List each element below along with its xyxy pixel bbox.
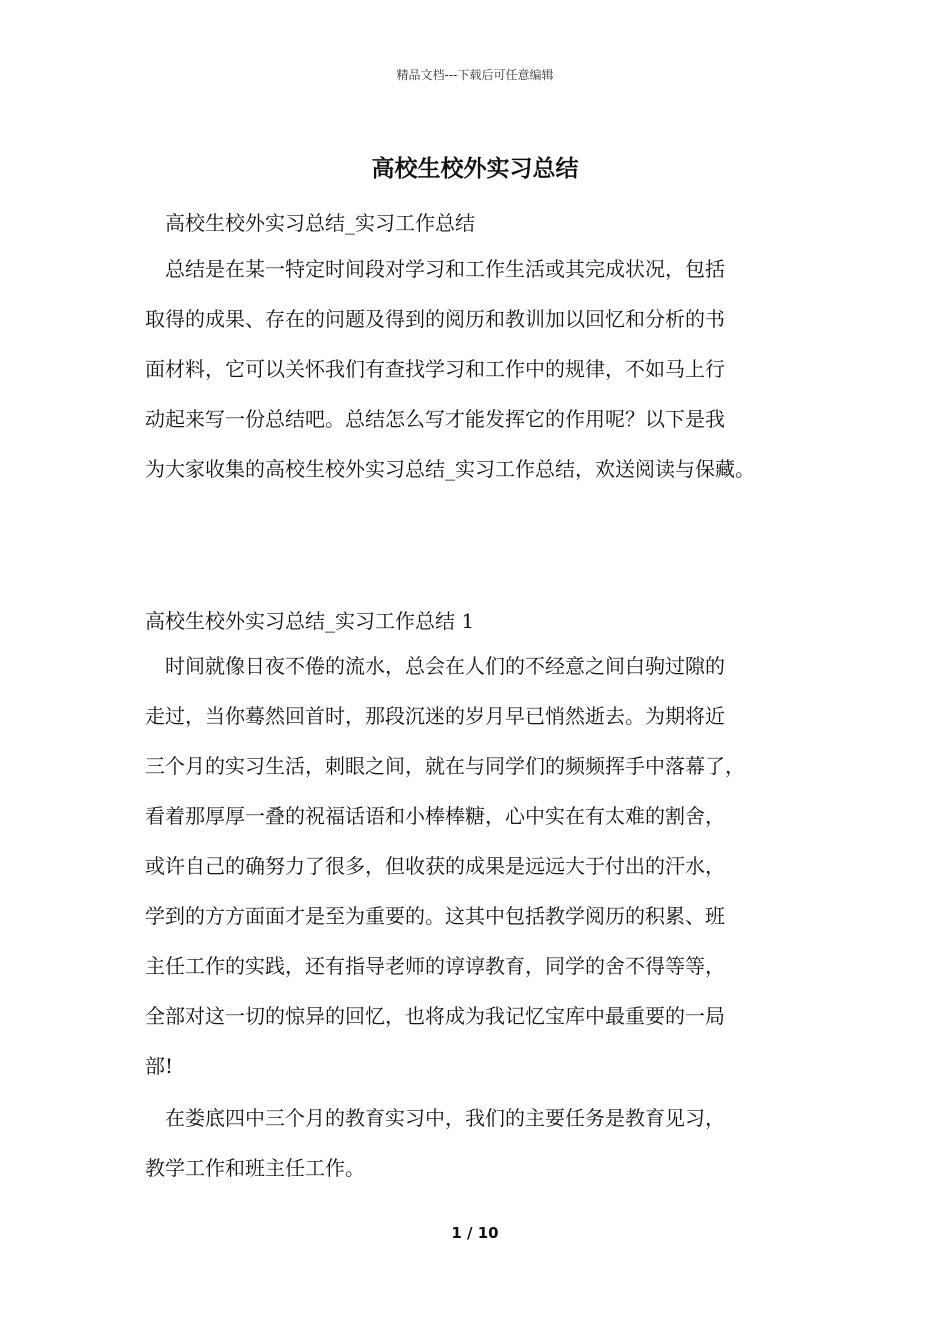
intro-line: 总结是在某一特定时间段对学习和工作生活或其完成状况，包括	[145, 257, 725, 281]
page-number: 1 / 10	[451, 1224, 499, 1242]
intro-line: 面材料，它可以关怀我们有查找学习和工作中的规律，不如马上行	[145, 357, 725, 381]
document-title: 高校生校外实习总结	[371, 155, 579, 182]
body-line: 全部对这一切的惊异的回忆，也将成为我记忆宝库中最重要的一局	[145, 1004, 725, 1028]
body-line: 学到的方方面面才是至为重要的。这其中包括教学阅历的积累、班	[145, 904, 725, 928]
body-line: 主任工作的实践，还有指导老师的谆谆教育，同学的舍不得等等，	[145, 954, 725, 978]
body-line: 时间就像日夜不倦的流水，总会在人们的不经意之间白驹过隙的	[145, 654, 725, 678]
section2-paragraph	[145, 1093, 825, 1193]
section1-paragraph	[145, 641, 825, 1091]
intro-line: 为大家收集的高校生校外实习总结_实习工作总结，欢送阅读与保藏。	[145, 457, 755, 481]
header-note: 精品文档---下载后可任意编辑	[396, 68, 554, 82]
body-line: 部!	[145, 1054, 174, 1078]
body-line: 三个月的实习生活，刺眼之间，就在与同学们的频频挥手中落幕了，	[145, 754, 745, 778]
section-heading: 高校生校外实习总结_实习工作总结 1	[145, 609, 475, 633]
intro-line: 动起来写一份总结吧。总结怎么写才能发挥它的作用呢？以下是我	[145, 407, 725, 431]
intro-line: 取得的成果、存在的问题及得到的阅历和教训加以回忆和分析的书	[145, 307, 725, 331]
body-line: 或许自己的确努力了很多，但收获的成果是远远大于付出的汗水，	[145, 854, 725, 878]
document-subtitle: 高校生校外实习总结_实习工作总结	[165, 211, 475, 235]
body-line: 看着那厚厚一叠的祝福话语和小棒棒糖，心中实在有太难的割舍，	[145, 804, 725, 828]
intro-paragraph	[145, 244, 825, 494]
body-line: 在娄底四中三个月的教育实习中，我们的主要任务是教育见习，	[145, 1106, 725, 1130]
body-line: 教学工作和班主任工作。	[145, 1156, 365, 1180]
body-line: 走过，当你蓦然回首时，那段沉迷的岁月早已悄然逝去。为期将近	[145, 704, 725, 728]
